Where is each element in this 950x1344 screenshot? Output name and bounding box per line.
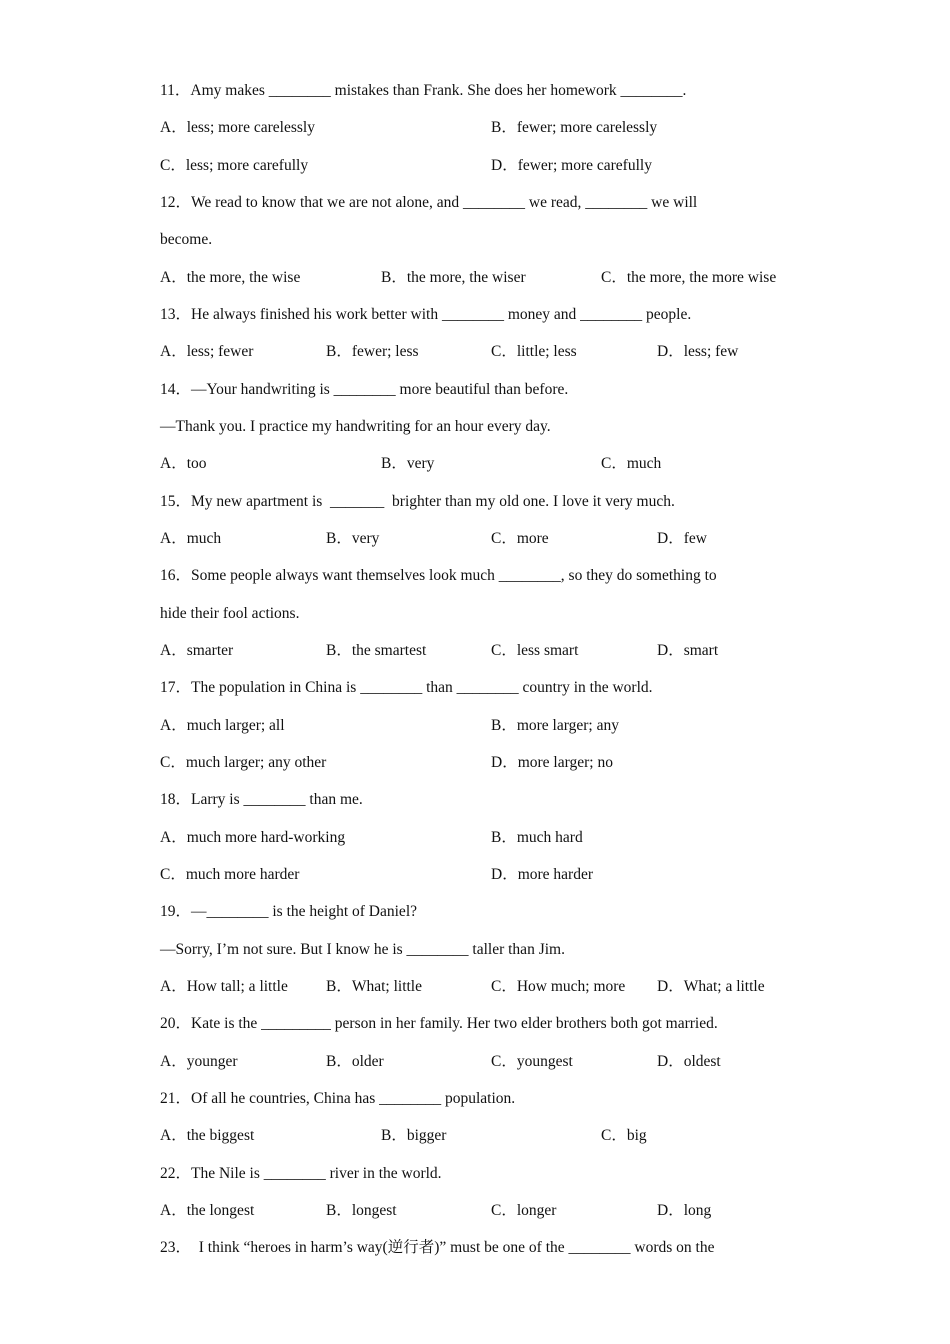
question-19-option-a[interactable]: A．How tall; a little [160, 978, 288, 995]
question-19-stem-continued: —Sorry, I’m not sure. But I know he is ________ taller than Jim. [160, 941, 565, 958]
question-11-stem: 11．Amy makes ________ mistakes than Frank. She does her homework ________. [160, 82, 687, 99]
question-20-option-a[interactable]: A．younger [160, 1053, 238, 1070]
question-12-option-b[interactable]: B．the more, the wiser [381, 269, 526, 286]
question-16-option-d[interactable]: D．smart [657, 642, 719, 659]
question-14-option-b[interactable]: B．very [381, 455, 435, 472]
question-17-option-c[interactable]: C．much larger; any other [160, 754, 327, 771]
question-19-option-b[interactable]: B．What; little [326, 978, 422, 995]
question-14-option-a[interactable]: A．too [160, 455, 207, 472]
question-15-option-b[interactable]: B．very [326, 530, 380, 547]
question-20-option-d[interactable]: D．oldest [657, 1053, 721, 1070]
question-23-stem: 23． I think “heroes in harm’s way(逆行者)” must be one of the ________ words on the [160, 1239, 715, 1256]
question-16-option-a[interactable]: A．smarter [160, 642, 234, 659]
question-19-option-d[interactable]: D．What; a little [657, 978, 765, 995]
question-14-stem-continued: —Thank you. I practice my handwriting for an hour every day. [160, 418, 551, 435]
question-18-option-b[interactable]: B．much hard [491, 829, 583, 846]
question-18-option-c[interactable]: C．much more harder [160, 866, 300, 883]
question-19-option-c[interactable]: C．How much; more [491, 978, 626, 995]
question-20-option-c[interactable]: C．youngest [491, 1053, 573, 1070]
question-22-option-d[interactable]: D．long [657, 1202, 712, 1219]
question-15-option-d[interactable]: D．few [657, 530, 707, 547]
question-12-stem: 12．We read to know that we are not alone, and ________ we read, ________ we will [160, 194, 698, 211]
question-16-option-c[interactable]: C．less smart [491, 642, 579, 659]
question-13-option-c[interactable]: C．little; less [491, 343, 577, 360]
question-21-option-c[interactable]: C．big [601, 1127, 647, 1144]
question-21-stem: 21．Of all he countries, China has ________ population. [160, 1090, 516, 1107]
question-17-option-d[interactable]: D．more larger; no [491, 754, 613, 771]
question-11-option-d[interactable]: D．fewer; more carefully [491, 157, 652, 174]
question-21-option-b[interactable]: B．bigger [381, 1127, 447, 1144]
question-11-option-c[interactable]: C．less; more carefully [160, 157, 309, 174]
question-19-stem: 19．—________ is the height of Daniel? [160, 903, 417, 920]
question-17-option-a[interactable]: A．much larger; all [160, 717, 285, 734]
question-14-option-c[interactable]: C．much [601, 455, 662, 472]
question-18-option-d[interactable]: D．more harder [491, 866, 593, 883]
question-15-option-c[interactable]: C．more [491, 530, 549, 547]
question-13-option-d[interactable]: D．less; few [657, 343, 739, 360]
question-11-option-b[interactable]: B．fewer; more carelessly [491, 119, 658, 136]
question-20-option-b[interactable]: B．older [326, 1053, 384, 1070]
question-12-option-c[interactable]: C．the more, the more wise [601, 269, 777, 286]
question-22-option-a[interactable]: A．the longest [160, 1202, 255, 1219]
question-22-option-c[interactable]: C．longer [491, 1202, 557, 1219]
question-15-option-a[interactable]: A．much [160, 530, 222, 547]
question-22-option-b[interactable]: B．longest [326, 1202, 397, 1219]
question-18-stem: 18．Larry is ________ than me. [160, 791, 363, 808]
question-16-stem: 16．Some people always want themselves look much ________, so they do something to [160, 567, 717, 584]
question-16-option-b[interactable]: B．the smartest [326, 642, 427, 659]
question-13-stem: 13．He always finished his work better with ________ money and ________ people. [160, 306, 692, 323]
question-21-option-a[interactable]: A．the biggest [160, 1127, 255, 1144]
question-12-stem-continued: become. [160, 231, 213, 248]
question-16-stem-continued: hide their fool actions. [160, 605, 300, 622]
question-20-stem: 20．Kate is the _________ person in her family. Her two elder brothers both got married. [160, 1015, 718, 1032]
question-22-stem: 22．The Nile is ________ river in the world. [160, 1165, 442, 1182]
question-13-option-b[interactable]: B．fewer; less [326, 343, 419, 360]
question-13-option-a[interactable]: A．less; fewer [160, 343, 254, 360]
question-11-option-a[interactable]: A．less; more carelessly [160, 119, 315, 136]
question-12-option-a[interactable]: A．the more, the wise [160, 269, 301, 286]
question-14-stem: 14．—Your handwriting is ________ more beautiful than before. [160, 381, 569, 398]
question-18-option-a[interactable]: A．much more hard-working [160, 829, 346, 846]
question-17-stem: 17．The population in China is ________ than ________ country in the world. [160, 679, 653, 696]
question-17-option-b[interactable]: B．more larger; any [491, 717, 619, 734]
question-15-stem: 15．My new apartment is _______ brighter than my old one. I love it very much. [160, 493, 675, 510]
